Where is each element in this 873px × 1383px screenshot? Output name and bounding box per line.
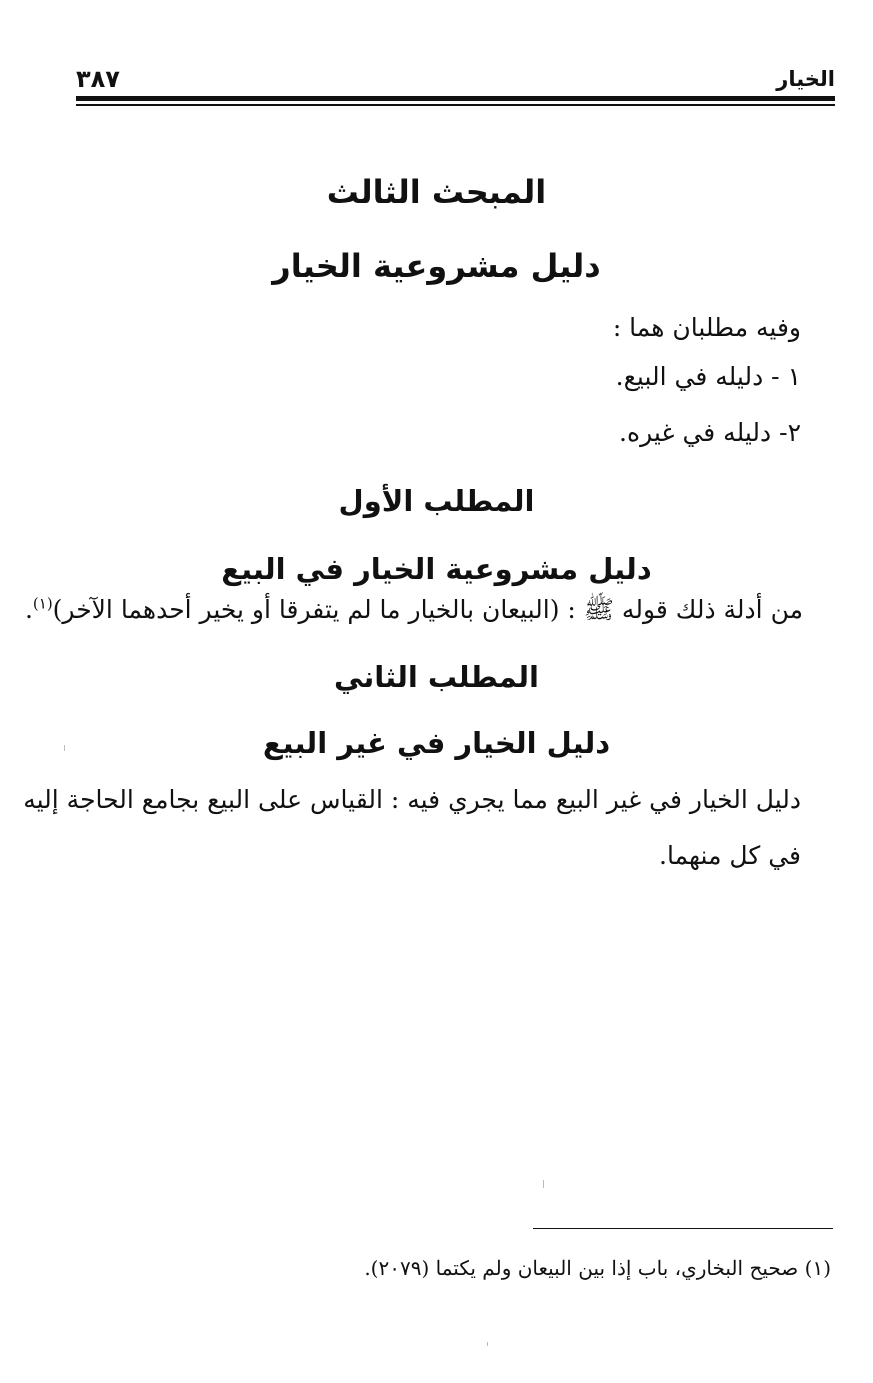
second-topic-text-line-2: في كل منهما. [659,841,801,870]
second-topic-heading: المطلب الثاني [334,660,539,694]
intro-text: وفيه مطلبان هما : [612,313,801,342]
first-topic-heading: المطلب الأول [338,484,535,518]
hadith-text-line [24,588,803,632]
running-header [76,62,835,96]
second-topic-title: دليل الخيار في غير البيع [262,726,611,760]
paper-speck [64,745,65,751]
header-divider-thin [76,104,835,106]
second-topic-text-line-1: دليل الخيار في غير البيع مما يجري فيه : القياس على البيع بجامع الحاجة إليه [23,785,801,814]
hadith-end-mark: . [24,595,33,624]
first-topic-title: دليل مشروعية الخيار في البيع [221,552,652,586]
paper-speck [543,1180,544,1188]
intro-item-1: ١ - دليله في البيع. [615,362,801,391]
header-divider-thick [76,96,835,101]
intro-item-2: ٢- دليله في غيره. [619,418,801,447]
footnote-text: (١) صحيح البخاري، باب إذا بين البيعان ولم يكتما (٢٠٧٩). [364,1256,831,1280]
footnote-divider [533,1228,833,1229]
footnote-reference: (١) [32,594,53,613]
paper-speck [487,1342,488,1346]
section-title: دليل مشروعية الخيار [272,247,601,285]
hadith-text: من أدلة ذلك قوله ﷺ : (البيعان بالخيار ما لم يتفرقا أو يخير أحدهما الآخر) [52,595,803,624]
page-number: ٣٨٧ [76,65,120,93]
running-title: الخيار [776,67,835,91]
section-heading: المبحث الثالث [326,173,547,211]
